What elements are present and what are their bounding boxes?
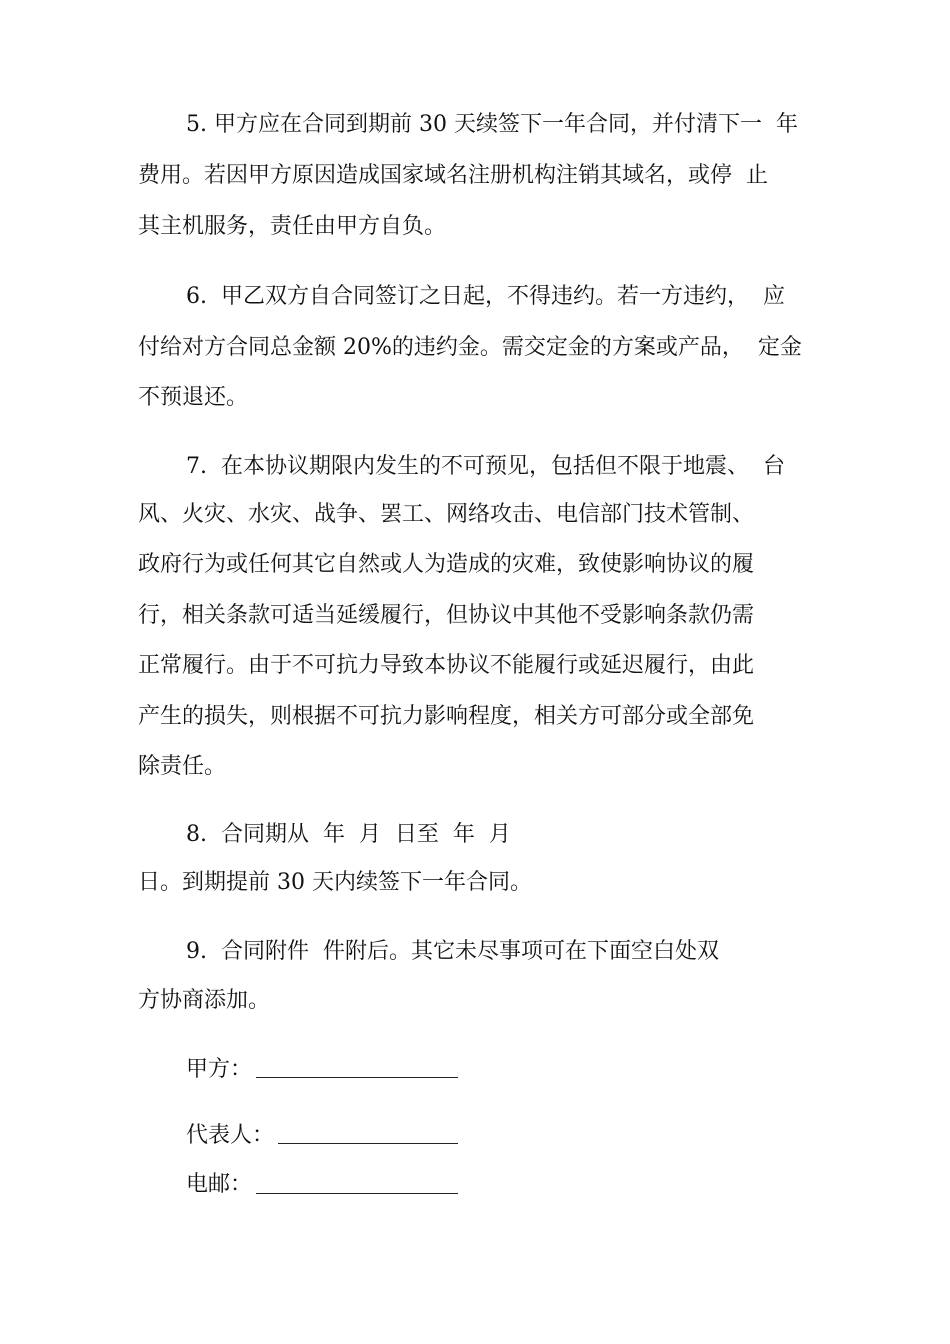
clause-7-line-3: 政府行为或任何其它自然或人为造成的灾难，致使影响协议的履 (138, 552, 755, 577)
email-signature-line[interactable] (256, 1193, 458, 1194)
party-a-signature-line[interactable] (256, 1077, 458, 1078)
clause-7-line-1: 7. 在本协议期限内发生的不可预见，包括但不限于地震、 台 (186, 454, 785, 479)
clause-6-line-1: 6. 甲乙双方自合同签订之日起，不得违约。若一方违约， 应 (186, 284, 785, 309)
clause-8-line-1: 8. 合同期从 年 月 日至 年 月 (186, 822, 511, 847)
clause-7-line-6: 产生的损失，则根据不可抗力影响程度，相关方可部分或全部免 (138, 704, 755, 729)
clause-7-line-2: 风、火灾、水灾、战争、罢工、网络攻击、电信部门技术管制、 (138, 502, 755, 527)
clause-5-line-1: 5. 甲方应在合同到期前 30 天续签下一年合同，并付清下一 年 (186, 112, 798, 137)
email-label: 电邮： (186, 1172, 253, 1197)
clause-7-line-5: 正常履行。由于不可抗力导致本协议不能履行或延迟履行，由此 (138, 653, 755, 678)
clause-6-line-3: 不预退还。 (138, 385, 249, 410)
clause-7-line-4: 行，相关条款可适当延缓履行，但协议中其他不受影响条款仍需 (138, 603, 755, 628)
clause-5-line-2: 费用。若因甲方原因造成国家域名注册机构注销其域名，或停 止 (138, 163, 768, 188)
clause-9-line-1: 9. 合同附件 件附后。其它未尽事项可在下面空白处双 (186, 939, 719, 964)
clause-6-line-2: 付给对方合同总金额 20%的违约金。需交定金的方案或产品， 定金 (138, 335, 802, 360)
clause-5-line-3: 其主机服务，责任由甲方自负。 (138, 214, 447, 239)
representative-signature-line[interactable] (278, 1143, 458, 1144)
clause-8-line-2: 日。到期提前 30 天内续签下一年合同。 (138, 870, 532, 895)
representative-label: 代表人： (186, 1123, 275, 1148)
party-a-label: 甲方： (186, 1057, 253, 1082)
clause-9-line-2: 方协商添加。 (138, 988, 271, 1013)
clause-7-line-7: 除责任。 (138, 754, 227, 779)
